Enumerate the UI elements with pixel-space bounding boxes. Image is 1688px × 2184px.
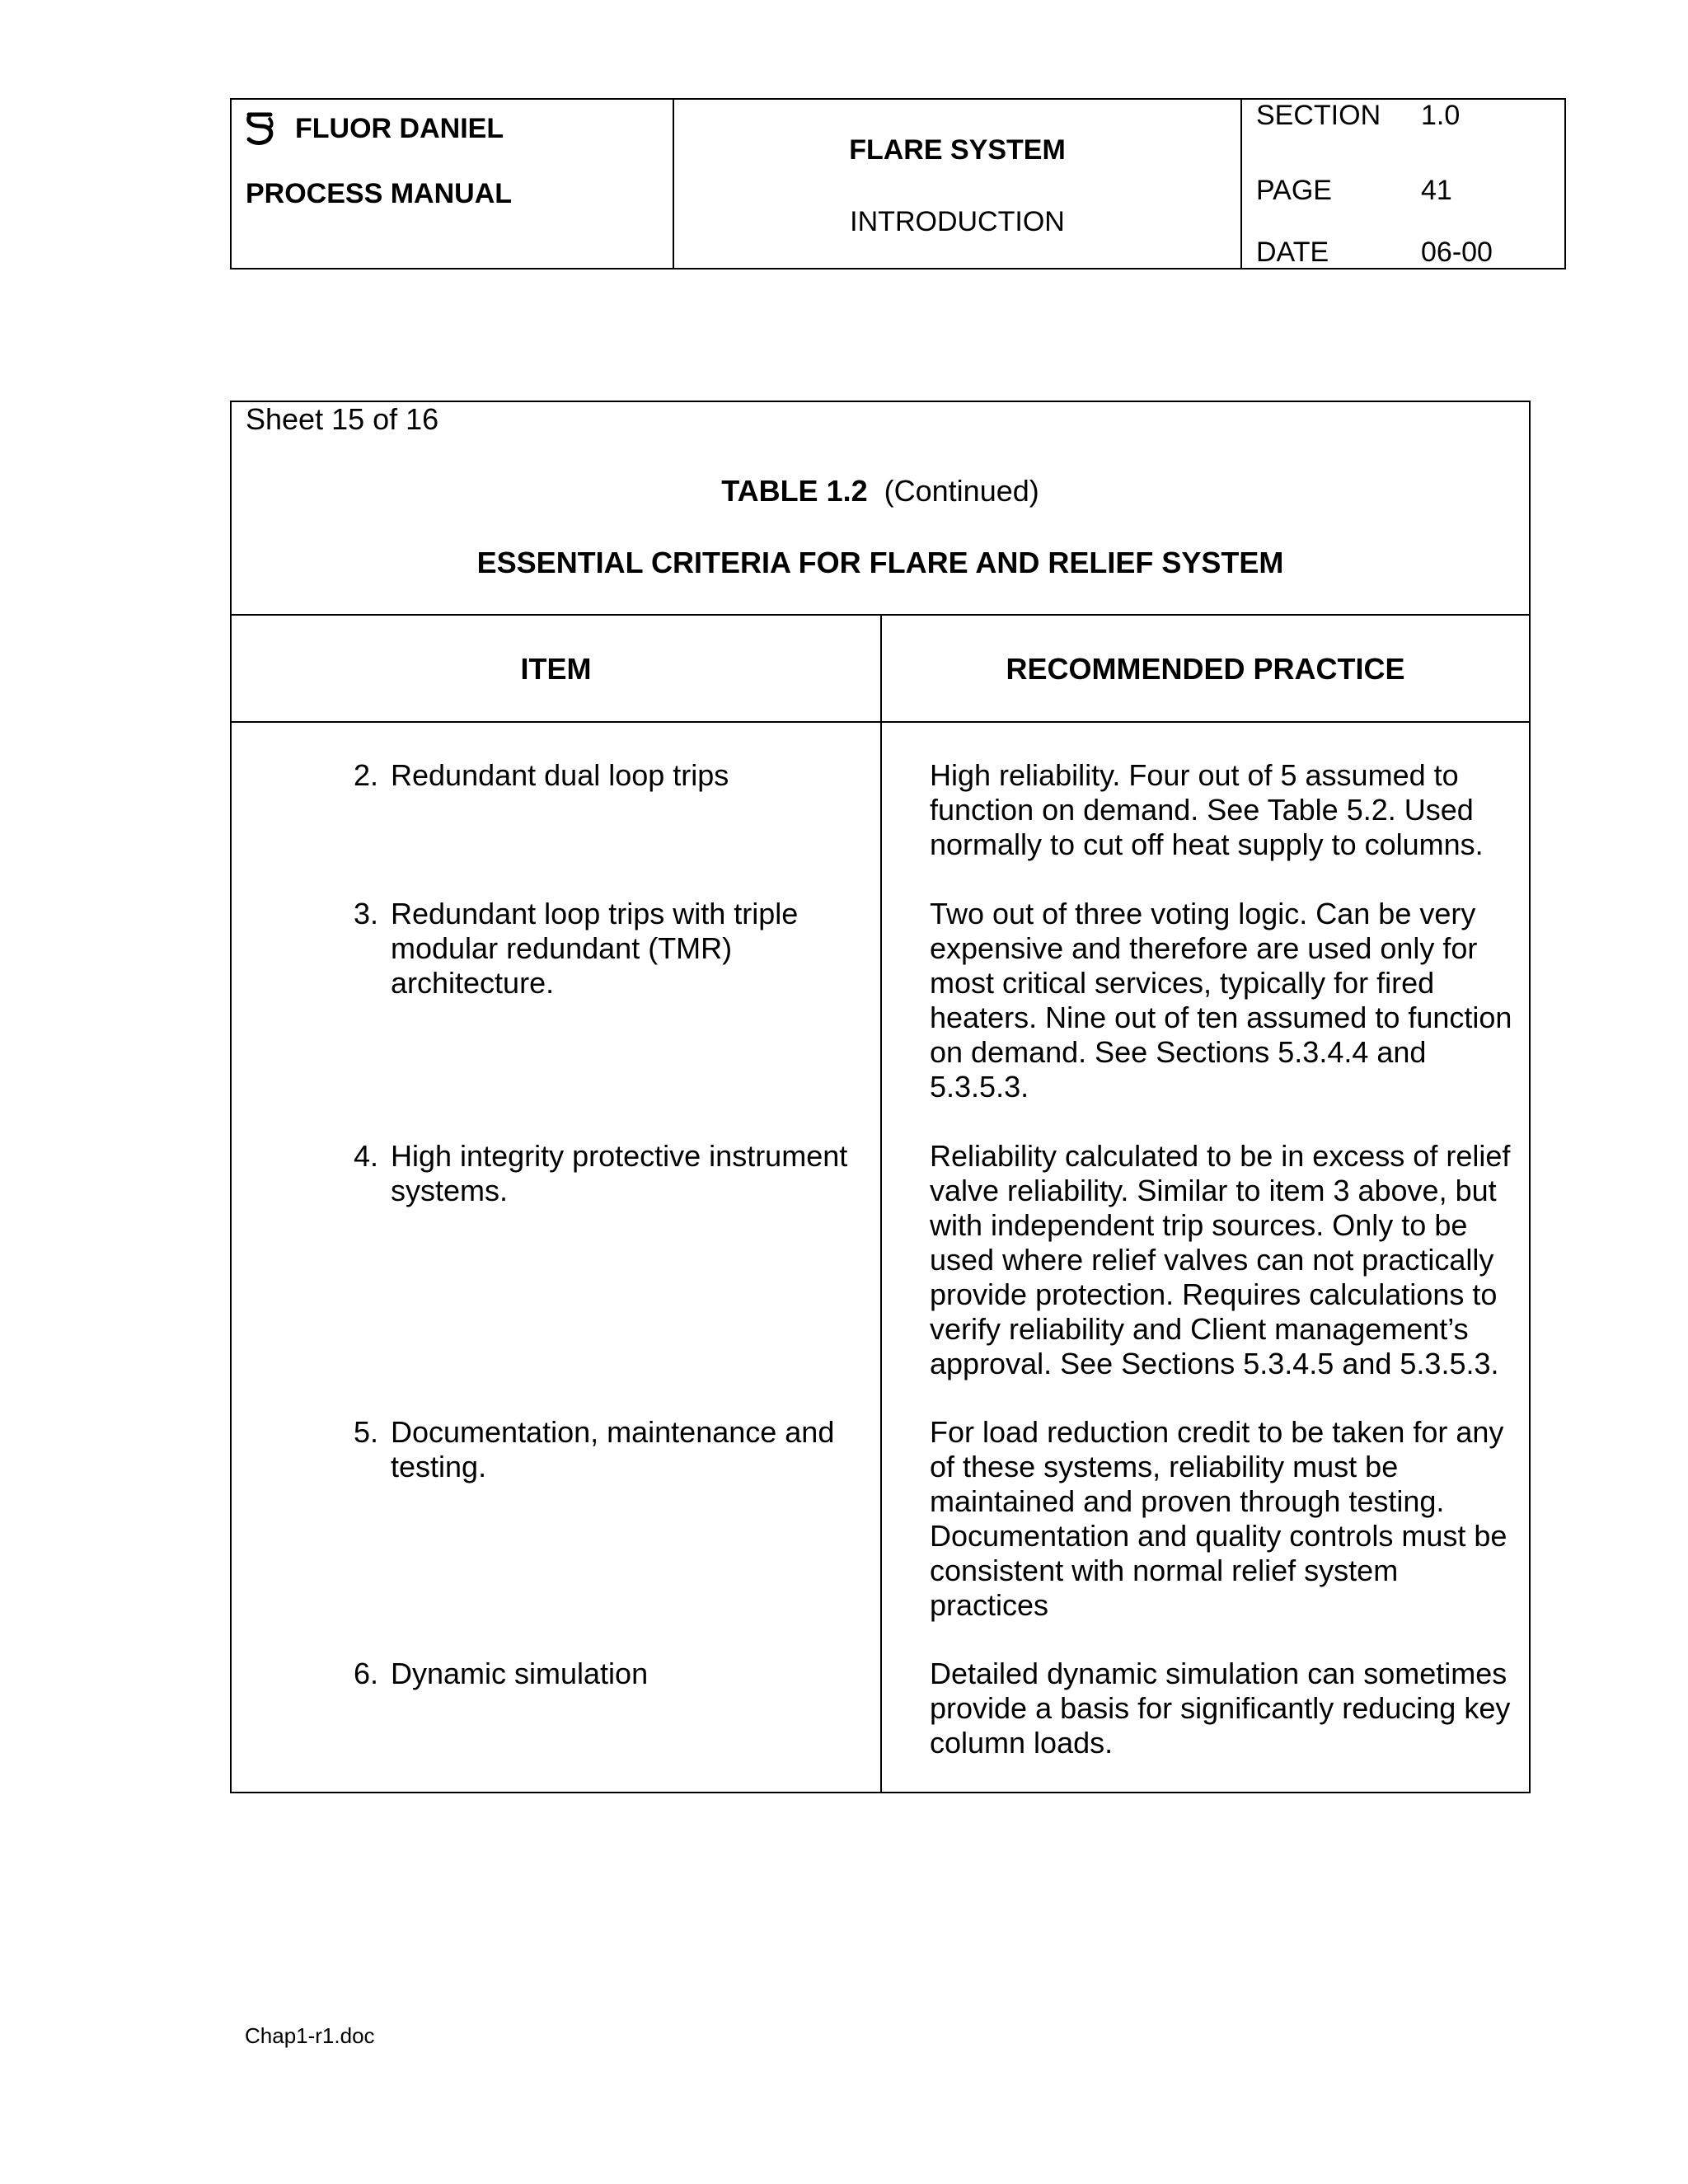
page-value: 41 [1421,175,1452,206]
row-item [354,897,865,1001]
column-divider [880,614,882,1792]
row-practice: Detailed dynamic simulation can sometimes provide a basis for significantly reducing key column loads. [930,1657,1511,1760]
row-item-text: Documentation, maintenance and testing. [391,1415,835,1483]
header-meta-cell [1242,100,1564,268]
page-label: PAGE [1256,175,1332,206]
row-number: 5. [354,1415,379,1449]
footer-filename: Chap1-r1.doc [245,2023,375,2048]
row-item-text: Redundant dual loop trips [391,758,729,792]
header-title-cell [674,100,1242,268]
row-item [354,1657,865,1691]
row-item-text: Dynamic simulation [391,1657,649,1690]
row-number: 2. [354,758,379,792]
row-practice: Two out of three voting logic. Can be very expensive and therefore are used only for most critical services, typically for fired heaters. Nine out of ten assumed to function on demand. See Sections 5.3.4.4 and 5.3.5.3. [930,897,1512,1104]
header-company-cell [232,100,674,268]
row-practice: High reliability. Four out of 5 assumed to function on demand. See Table 5.2. Used normally to cut off heat supply to columns. [930,758,1484,861]
row-number: 4. [354,1139,379,1173]
company-label: FLUOR DANIEL [295,112,504,144]
table-caption-number: TABLE 1.2 [721,474,868,508]
header-subtitle: INTRODUCTION [850,206,1065,237]
column-header-item: ITEM [520,652,592,686]
row-practice: Reliability calculated to be in excess of relief valve reliability. Similar to item 3 above, but with independent trip sources. Only to be used where relief valves can not practically provide protection. Requires calculations to verify reliability and Client management’s approval. See Sections 5.3.4.5 and 5.3.5.3. [930,1139,1511,1380]
date-label: DATE [1256,237,1329,268]
row-item [354,1139,865,1208]
table-caption [232,474,1529,509]
column-header-practice: RECOMMENDED PRACTICE [1006,652,1405,686]
row-number: 3. [354,897,379,930]
company-logo-icon [244,111,277,146]
section-meta [1256,100,1460,132]
date-meta [1256,237,1493,269]
row-number: 6. [354,1657,379,1690]
sheet-number: Sheet 15 of 16 [246,402,439,436]
section-value: 1.0 [1421,100,1461,131]
row-item [354,758,865,793]
header-title: FLARE SYSTEM [849,134,1066,166]
criteria-table [230,401,1531,1793]
manual-label: PROCESS MANUAL [246,178,513,209]
row-item-text: High integrity protective instrument systems. [391,1139,848,1207]
row-practice: For load reduction credit to be taken for any of these systems, reliability must be maintained and proven through testing. Documentation and quality controls must be consistent with normal relief system practices [930,1415,1507,1622]
row-item [354,1415,865,1484]
section-label: SECTION [1256,100,1381,131]
table-caption-continued: (Continued) [884,474,1039,508]
company-name [244,111,504,146]
table-title: ESSENTIAL CRITERIA FOR FLARE AND RELIEF SYSTEM [476,546,1284,579]
row-item-text: Redundant loop trips with triple modular redundant (TMR) architecture. [391,897,799,1000]
page-meta [1256,175,1452,207]
document-header [230,98,1566,269]
date-value: 06-00 [1421,237,1493,268]
